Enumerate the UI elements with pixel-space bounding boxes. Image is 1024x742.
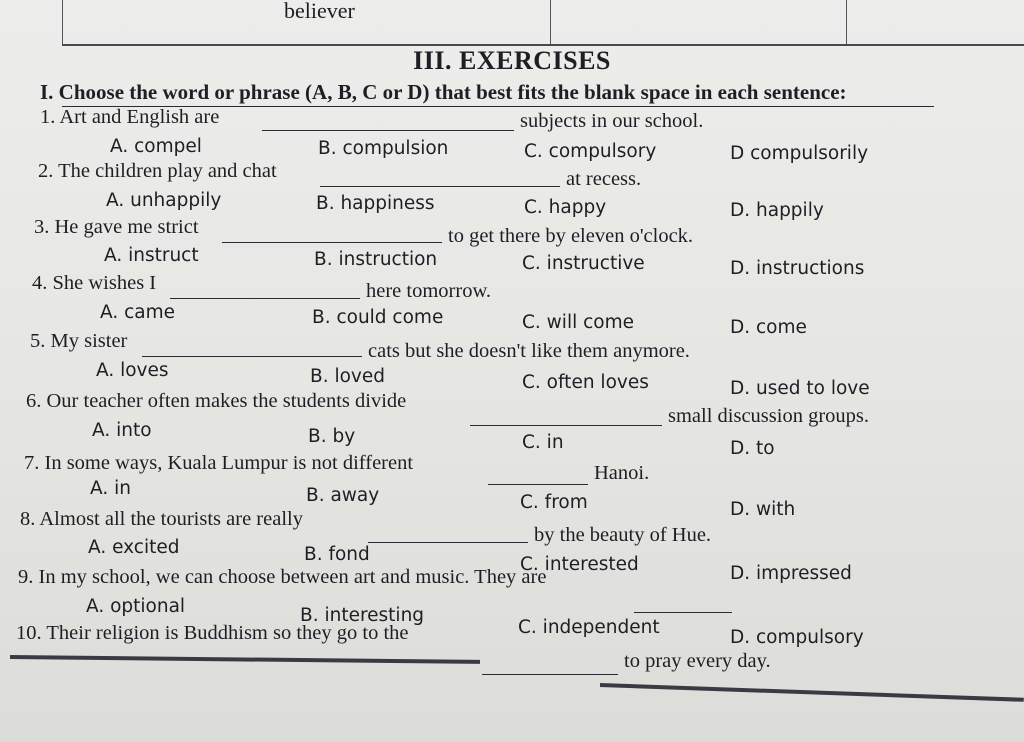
- question-5-option-b[interactable]: B. loved: [310, 366, 385, 387]
- question-4-stem: 4. She wishes I: [32, 272, 157, 294]
- question-4-option-a[interactable]: A. came: [100, 302, 176, 323]
- question-6-ending: small discussion groups.: [668, 405, 870, 427]
- question-4-blank[interactable]: [170, 298, 360, 299]
- question-7-ending: Hanoi.: [594, 462, 650, 484]
- question-5-ending: cats but she doesn't like them anymore.: [368, 340, 690, 362]
- question-3-blank[interactable]: [222, 242, 442, 243]
- question-2-blank[interactable]: [320, 186, 560, 187]
- question-9-blank[interactable]: [634, 612, 732, 613]
- question-1-blank[interactable]: [262, 130, 514, 131]
- question-8-option-c[interactable]: C. interested: [520, 554, 639, 575]
- question-9-stem: 9. In my school, we can choose between art and music. They are: [18, 566, 547, 588]
- question-10-ending: to pray every day.: [624, 650, 771, 672]
- question-1-option-c[interactable]: C. compulsory: [524, 141, 657, 162]
- question-3-stem: 3. He gave me strict: [34, 216, 199, 238]
- question-6-stem: 6. Our teacher often makes the students divide: [26, 390, 407, 412]
- question-3-option-a[interactable]: A. instruct: [104, 245, 199, 266]
- question-9-option-a[interactable]: A. optional: [86, 596, 186, 617]
- question-4-ending: here tomorrow.: [366, 280, 492, 302]
- question-7-blank[interactable]: [488, 484, 588, 485]
- question-6-option-d[interactable]: D. to: [730, 438, 775, 459]
- question-7-option-d[interactable]: D. with: [730, 499, 796, 520]
- question-2-stem: 2. The children play and chat: [38, 160, 277, 182]
- question-9-option-c[interactable]: C. independent: [518, 617, 660, 638]
- question-7-option-c[interactable]: C. from: [520, 492, 588, 513]
- question-1-stem: 1. Art and English are: [40, 106, 220, 128]
- question-4-option-d[interactable]: D. come: [730, 317, 807, 338]
- question-5-option-d[interactable]: D. used to love: [730, 378, 870, 399]
- question-1-ending: subjects in our school.: [520, 110, 704, 132]
- question-5-stem: 5. My sister: [30, 330, 128, 352]
- question-8-option-a[interactable]: A. excited: [88, 537, 180, 558]
- table-divider: [550, 0, 551, 44]
- question-4-option-c[interactable]: C. will come: [522, 312, 635, 333]
- question-3-ending: to get there by eleven o'clock.: [448, 225, 694, 247]
- question-5-option-a[interactable]: A. loves: [96, 360, 169, 381]
- question-3-option-c[interactable]: C. instructive: [522, 253, 645, 274]
- page-divider: [10, 655, 480, 664]
- table-cell-word: believer: [284, 0, 355, 23]
- question-5-option-c[interactable]: C. often loves: [522, 372, 649, 393]
- question-7-option-b[interactable]: B. away: [306, 485, 380, 506]
- question-8-stem: 8. Almost all the tourists are really: [20, 508, 303, 530]
- question-7-option-a[interactable]: A. in: [90, 478, 131, 499]
- question-5-blank[interactable]: [142, 356, 362, 357]
- vocabulary-table-fragment: [62, 0, 1024, 46]
- question-6-option-b[interactable]: B. by: [308, 426, 356, 447]
- table-divider: [846, 0, 847, 44]
- question-2-option-a[interactable]: A. unhappily: [106, 190, 222, 211]
- exercise-instruction: I. Choose the word or phrase (A, B, C or D) that best fits the blank space in each sentence:: [40, 80, 847, 104]
- question-3-option-d[interactable]: D. instructions: [730, 258, 865, 279]
- question-1-option-d[interactable]: D compulsorily: [730, 143, 869, 164]
- question-6-option-a[interactable]: A. into: [92, 420, 152, 441]
- question-8-option-b[interactable]: B. fond: [304, 544, 370, 565]
- question-4-option-b[interactable]: B. could come: [312, 307, 444, 328]
- page-divider: [600, 683, 1024, 702]
- question-2-option-b[interactable]: B. happiness: [316, 193, 435, 214]
- question-6-option-c[interactable]: C. in: [522, 432, 564, 453]
- question-7-stem: 7. In some ways, Kuala Lumpur is not different: [24, 452, 414, 474]
- table-divider: [62, 0, 63, 44]
- question-2-ending: at recess.: [566, 168, 642, 190]
- question-2-option-d[interactable]: D. happily: [730, 200, 824, 221]
- question-9-option-d[interactable]: D. compulsory: [730, 627, 864, 648]
- question-10-blank[interactable]: [482, 674, 618, 675]
- question-9-option-b[interactable]: B. interesting: [300, 605, 425, 626]
- question-6-blank[interactable]: [470, 425, 662, 426]
- question-2-option-c[interactable]: C. happy: [524, 197, 607, 218]
- question-1-option-a[interactable]: A. compel: [110, 136, 202, 157]
- question-8-ending: by the beauty of Hue.: [534, 524, 712, 546]
- question-10-stem: 10. Their religion is Buddhism so they go to the: [16, 622, 409, 644]
- question-3-option-b[interactable]: B. instruction: [314, 249, 438, 270]
- question-1-option-b[interactable]: B. compulsion: [318, 138, 449, 159]
- question-8-option-d[interactable]: D. impressed: [730, 563, 852, 584]
- section-heading: III. EXERCISES: [413, 46, 611, 75]
- question-8-blank[interactable]: [368, 542, 528, 543]
